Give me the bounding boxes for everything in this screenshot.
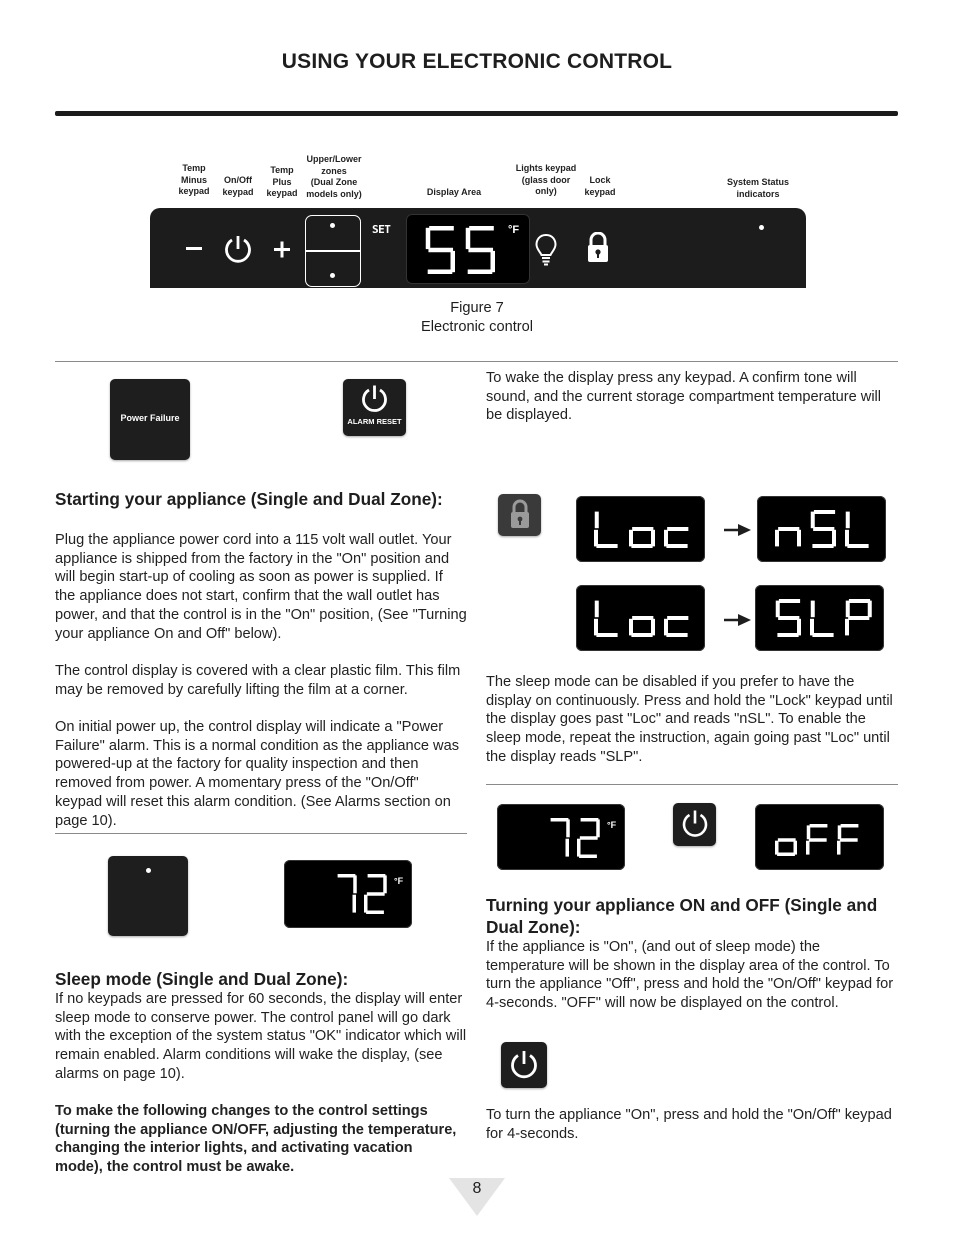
sleep-panel (108, 856, 188, 936)
segment (366, 911, 384, 915)
slp-display (755, 585, 884, 651)
power-icon (508, 1049, 540, 1081)
segment (426, 228, 431, 249)
segment-digit (837, 824, 858, 855)
segment (595, 512, 599, 529)
onoff-heading: Turning your appliance ON and OFF (Single and Dual Zone): (486, 895, 878, 937)
title-divider (55, 111, 898, 116)
unit-indicator: °F (607, 820, 617, 830)
label-lock: Lock keypad (584, 175, 616, 197)
nsl-digits (773, 510, 878, 552)
upper-zone-indicator[interactable] (330, 223, 335, 228)
segment (468, 270, 493, 275)
power-icon (680, 809, 710, 839)
loc-display-2 (576, 585, 705, 651)
sleep-disable-paragraph: The sleep mode can be disabled if you prefer to have the display on continuously. Press and hold the "Lock" keypad until the display goes past "Loc" and reads "nSL". To enable the sleep mode, repeat the instruction, again going past "Loc" until the display reads "SLP". (486, 674, 893, 765)
segment (837, 841, 841, 855)
segment-digit (776, 599, 801, 637)
alarm-reset-key[interactable] (343, 379, 406, 436)
segment (797, 530, 801, 547)
segment-digit (629, 527, 655, 548)
onoff-paragraph-2: To turn the appliance "On", press and hold the "On/Off" keypad for 4-seconds. (486, 1107, 892, 1142)
on-off-button[interactable] (222, 234, 254, 266)
starting-paragraph-3: On initial power up, the control display will indicate a "Power Failure" alarm. This is a normal condition as the appliance was powered-up at the factory for quality inspection and then removed from power. A momentary press of the "On/Off" keypad will reset this alarm condition. (See Alarms section on page 10). (55, 719, 460, 829)
segment (468, 248, 493, 253)
page-number: 8 (472, 1180, 482, 1197)
segment-digit (364, 874, 387, 914)
segment (364, 895, 368, 913)
label-temp-minus: Temp Minus keypad (178, 163, 210, 196)
loc-display (576, 496, 705, 562)
on-off-keypad[interactable] (501, 1042, 547, 1088)
segment (594, 530, 598, 547)
segment-digit (806, 824, 827, 855)
segment (595, 601, 599, 618)
lock-icon (509, 499, 531, 531)
segment-digit (338, 874, 357, 913)
label-lights: Lights keypad (glass door only) (515, 163, 577, 196)
segment (846, 512, 850, 529)
segment (428, 248, 453, 253)
on-off-keypad[interactable] (673, 803, 716, 846)
temp-plus-button[interactable] (274, 241, 292, 259)
segment (847, 544, 868, 548)
segment-digit (629, 616, 655, 637)
system-status-indicator (146, 868, 151, 873)
figure-caption-title: Electronic control (421, 319, 533, 335)
control-panel (150, 208, 806, 288)
segment (777, 633, 798, 637)
segment (666, 633, 687, 637)
segment-digit (426, 226, 455, 274)
label-on-off: On/Off keypad (222, 175, 254, 197)
segment (838, 825, 842, 839)
segment (581, 818, 599, 822)
segment (629, 619, 633, 636)
segment (579, 855, 597, 859)
alarm-reset-label: ALARM RESET (347, 417, 402, 426)
segment (813, 527, 834, 531)
temperature-display (497, 804, 625, 870)
segment (466, 228, 471, 249)
segment-digit (577, 818, 600, 858)
segment (651, 619, 655, 636)
segment (596, 633, 617, 637)
starting-heading: Starting your appliance (Single and Dual Zone): (55, 489, 443, 509)
zone-selector[interactable] (305, 215, 361, 287)
segment (810, 619, 814, 636)
sleep-heading: Sleep mode (Single and Dual Zone): (55, 969, 349, 989)
off-display (755, 804, 884, 870)
figure-caption-number: Figure 7 (450, 300, 504, 316)
segment (667, 616, 688, 620)
temperature-display (284, 860, 412, 928)
segment (367, 892, 385, 896)
light-bulb-icon[interactable] (535, 233, 557, 267)
section-divider (486, 784, 898, 785)
segment (596, 819, 600, 837)
segment (428, 270, 453, 275)
segment-digit (775, 527, 801, 546)
segment (631, 633, 652, 637)
segment (580, 836, 598, 840)
segment (451, 251, 456, 272)
starting-paragraph-1: Plug the appliance power cord into a 115 volt wall outlet. Your appliance is shipped from the factory in the "On" position and will begin start-up of cooling as soon as power is supplied. If the appliance does not start, confirm that the wall outlet has power, and that the control is in the "On" position, (See "Turning your appliance On and Off" below). (55, 532, 467, 642)
loc-digits (592, 599, 697, 641)
page-title: USING YOUR ELECTRONIC CONTROL (281, 50, 673, 73)
display-digits (423, 226, 507, 280)
segment (777, 853, 795, 857)
label-system-status: System Status indicators (726, 177, 790, 199)
segment (807, 825, 811, 839)
segment (775, 841, 779, 855)
segment (810, 824, 828, 828)
section-divider (55, 833, 467, 834)
segment (841, 824, 859, 828)
segment (848, 616, 869, 620)
slp-digits (773, 599, 878, 641)
segment (566, 839, 570, 857)
segment (664, 619, 668, 636)
segment (631, 544, 652, 548)
sleep-paragraph: If no keypads are pressed for 60 seconds, the display will enter sleep mode to conserve power. The control panel will go dark with the exception of the system status "OK" indicator which will remain enabled. Alarm conditions will wake the display, (see alarms on page 10). (55, 991, 467, 1082)
label-temp-plus: Temp Plus keypad (266, 165, 298, 198)
segment (814, 510, 835, 514)
segment (664, 530, 668, 547)
unit-indicator: °F (394, 876, 404, 886)
segment-digit (775, 838, 797, 856)
segment (651, 530, 655, 547)
lock-keypad[interactable] (498, 494, 541, 536)
segment-digit (466, 226, 495, 274)
segment (778, 616, 799, 620)
segment (778, 527, 799, 531)
display-digits (332, 874, 392, 918)
label-upper-lower: Upper/Lower zones (Dual Zone models only) (306, 154, 362, 199)
segment (632, 616, 653, 620)
loc-digits (592, 510, 697, 552)
power-icon (359, 384, 390, 415)
power-failure-key[interactable] (110, 379, 190, 460)
segment (809, 838, 827, 842)
label-display-area: Display Area (426, 187, 482, 197)
segment (812, 544, 833, 548)
segment-digit (594, 601, 618, 637)
temperature-display (406, 214, 530, 284)
segment (596, 544, 617, 548)
segment (832, 530, 836, 547)
segment (846, 601, 850, 618)
segment (797, 619, 801, 636)
segment (338, 874, 356, 878)
unit-indicator: °F (508, 224, 520, 236)
sleep-note: To make the following changes to the control settings (turning the appliance ON/OFF, adjusting the temperature, changing the interior lights, and activating vacation mode), the control must be awake. (55, 1103, 457, 1176)
segment (775, 530, 779, 547)
segment (353, 895, 357, 913)
wake-paragraph: To wake the display press any keypad. A confirm tone will sound, and the current storage compartment temperature will be displayed. (486, 370, 882, 424)
segment (868, 601, 872, 618)
segment-digit (664, 616, 688, 637)
system-status-indicator (759, 225, 764, 230)
segment (491, 251, 496, 272)
segment (806, 841, 810, 855)
off-digits (773, 824, 873, 860)
segment (566, 819, 570, 837)
segment (629, 530, 633, 547)
arrow-right-icon (724, 613, 752, 627)
lock-icon[interactable] (586, 232, 610, 264)
segment-digit (551, 818, 570, 857)
segment (779, 599, 800, 603)
segment (577, 839, 581, 857)
onoff-paragraph-1: If the appliance is "On", (and out of sleep mode) the temperature will be shown in the display area of the control. To turn the appliance "Off", press and hold the "On/Off" keypad for 4-seconds. "OFF" will now be displayed on the control. (486, 939, 894, 1012)
segment (778, 838, 796, 842)
segment (845, 619, 849, 636)
segment (353, 875, 357, 893)
temp-minus-button[interactable] (186, 246, 204, 252)
segment-digit (845, 512, 869, 548)
segment (845, 530, 849, 547)
segment-digit (810, 601, 834, 637)
segment (594, 619, 598, 636)
lower-zone-indicator[interactable] (330, 273, 335, 278)
segment (811, 601, 815, 618)
set-indicator: SET (372, 223, 391, 236)
segment-digit (811, 510, 836, 548)
segment (666, 544, 687, 548)
segment (840, 838, 858, 842)
arrow-right-icon (724, 523, 752, 537)
segment (811, 512, 815, 529)
zone-divider (306, 250, 360, 252)
segment (551, 818, 569, 822)
segment (368, 874, 386, 878)
segment (632, 527, 653, 531)
segment (667, 527, 688, 531)
segment (429, 226, 454, 231)
segment-digit (594, 512, 618, 548)
segment (849, 599, 870, 603)
starting-paragraph-2: The control display is covered with a clear plastic film. This film may be removed by carefully lifting the film at a corner. (55, 663, 461, 698)
power-failure-label: Power Failure (120, 413, 180, 423)
nsl-display (757, 496, 886, 562)
segment-digit (845, 599, 872, 635)
segment-digit (664, 527, 688, 548)
segment (776, 601, 780, 618)
segment (812, 633, 833, 637)
segment (383, 875, 387, 893)
segment (469, 226, 494, 231)
section-divider (55, 361, 898, 362)
display-digits (545, 818, 605, 862)
